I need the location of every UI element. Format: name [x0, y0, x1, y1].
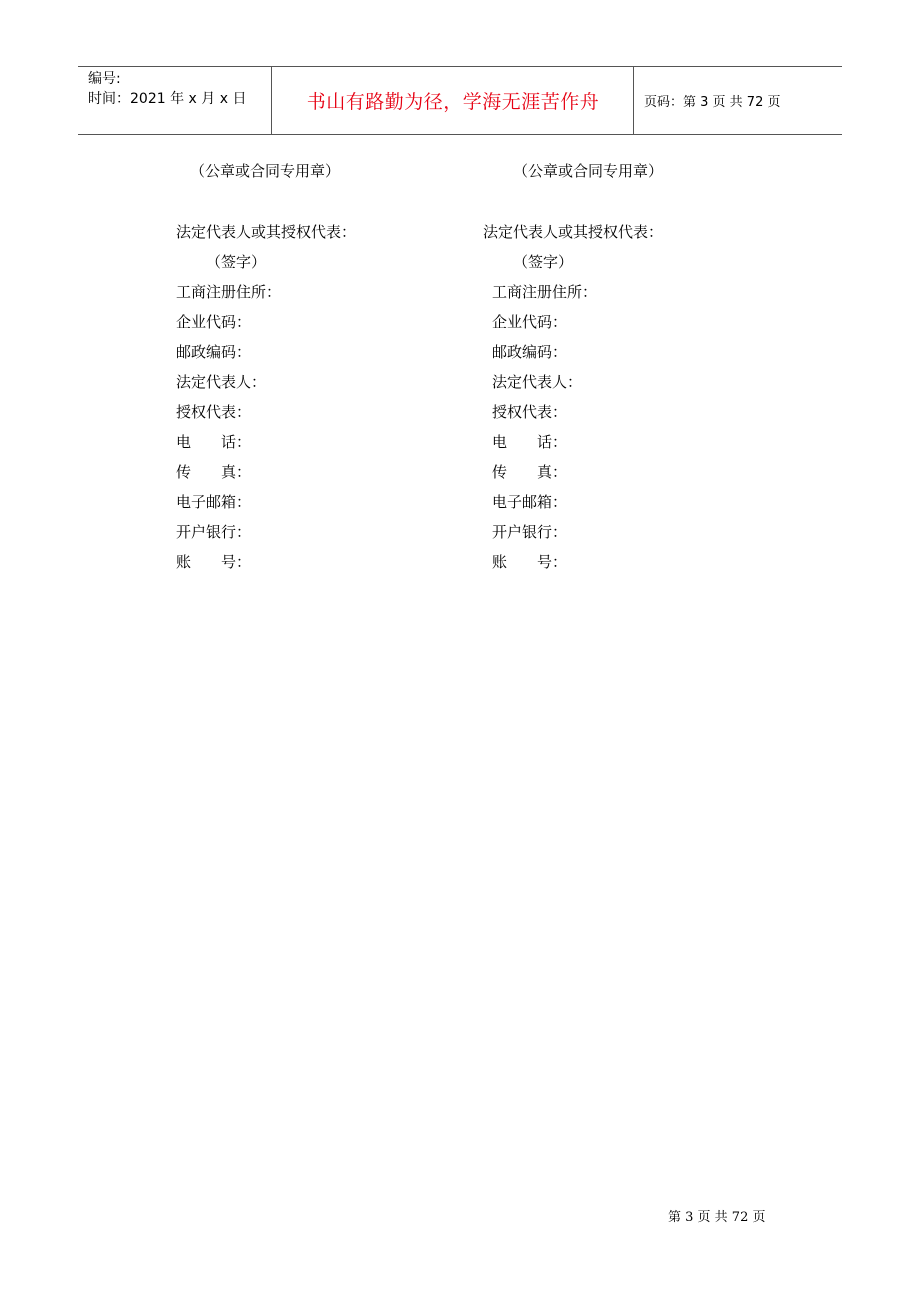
page-header [78, 66, 842, 135]
right-field-company-code: 企业代码： [492, 313, 568, 331]
left-field-email: 电子邮箱： [176, 493, 252, 511]
header-motto: 书山有路勤为径，学海无涯苦作舟 [306, 91, 600, 113]
left-field-postcode: 邮政编码： [176, 343, 252, 361]
right-field-bank: 开户银行： [492, 523, 568, 541]
right-representative-label: 法定代表人或其授权代表： [483, 223, 664, 241]
right-seal-note: （公章或合同专用章） [513, 162, 664, 180]
header-divider-right [633, 67, 634, 134]
right-field-fax: 传 真： [492, 463, 568, 481]
right-signature-label: （签字） [513, 253, 574, 271]
right-field-address: 工商注册住所： [492, 283, 598, 301]
header-page-info: 页码：第 3 页 共 72 页 [644, 95, 781, 110]
left-field-company-code: 企业代码： [176, 313, 252, 331]
right-field-phone: 电 话： [492, 433, 568, 451]
page-footer: 第 3 页 共 72 页 [668, 1210, 766, 1225]
left-field-account: 账 号： [176, 553, 252, 571]
right-field-authorized-rep: 授权代表： [492, 403, 568, 421]
right-field-account: 账 号： [492, 553, 568, 571]
left-seal-note: （公章或合同专用章） [190, 162, 341, 180]
right-field-postcode: 邮政编码： [492, 343, 568, 361]
right-field-email: 电子邮箱： [492, 493, 568, 511]
left-field-legal-rep: 法定代表人： [176, 373, 267, 391]
left-field-phone: 电 话： [176, 433, 252, 451]
header-meta [88, 69, 246, 109]
right-field-legal-rep: 法定代表人： [492, 373, 583, 391]
left-signature-label: （签字） [206, 253, 267, 271]
left-field-authorized-rep: 授权代表： [176, 403, 252, 421]
left-field-address: 工商注册住所： [176, 283, 282, 301]
left-field-fax: 传 真： [176, 463, 252, 481]
left-representative-label: 法定代表人或其授权代表： [176, 223, 357, 241]
document-number-label: 编号: [88, 71, 121, 87]
document-date: 时间：2021 年 x 月 x 日 [88, 91, 247, 107]
left-field-bank: 开户银行： [176, 523, 252, 541]
